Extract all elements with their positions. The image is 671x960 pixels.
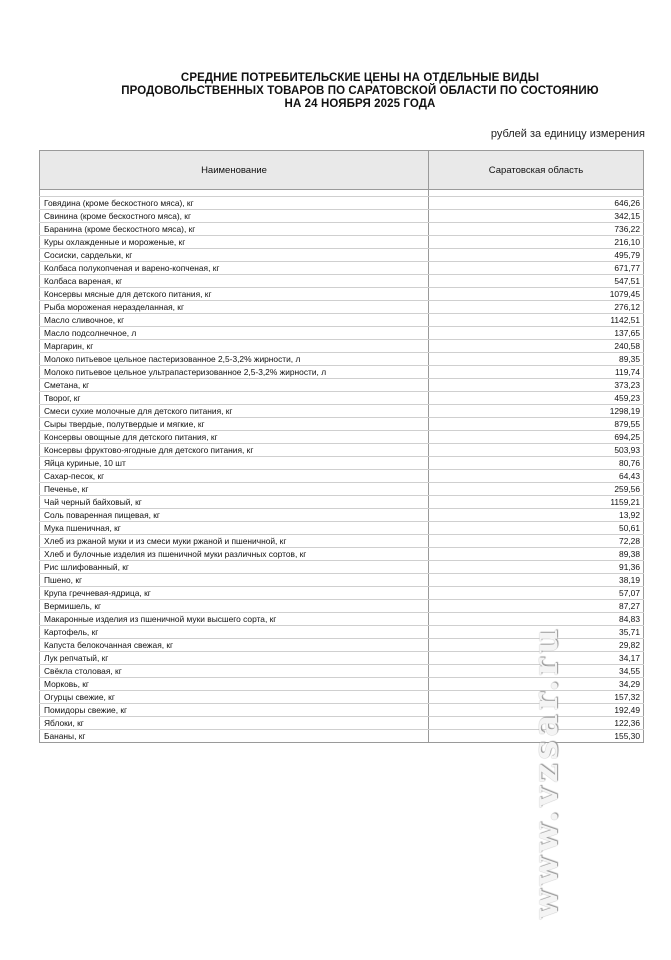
price-cell: 1298,19 <box>429 405 644 418</box>
price-cell: 1079,45 <box>429 288 644 301</box>
price-cell: 122,36 <box>429 717 644 730</box>
table-row <box>40 418 644 431</box>
table-row <box>40 483 644 496</box>
price-cell: 646,26 <box>429 197 644 210</box>
price-cell: 13,92 <box>429 509 644 522</box>
product-name-cell: Рис шлифованный, кг <box>40 561 429 574</box>
table-row <box>40 236 644 249</box>
price-cell: 91,36 <box>429 561 644 574</box>
price-cell: 155,30 <box>429 730 644 743</box>
price-cell: 84,83 <box>429 613 644 626</box>
product-name-cell: Колбаса полукопченая и варено-копченая, кг <box>40 262 429 275</box>
product-name-cell: Пшено, кг <box>40 574 429 587</box>
table-row <box>40 522 644 535</box>
price-cell: 57,07 <box>429 587 644 600</box>
product-name-cell: Консервы мясные для детского питания, кг <box>40 288 429 301</box>
table-row <box>40 197 644 210</box>
product-name-cell: Говядина (кроме бескостного мяса), кг <box>40 197 429 210</box>
table-row <box>40 548 644 561</box>
product-name-cell: Маргарин, кг <box>40 340 429 353</box>
unit-note: рублей за единицу измерения <box>490 128 645 140</box>
table-row <box>40 262 644 275</box>
price-cell: 495,79 <box>429 249 644 262</box>
table-spacer-row <box>40 190 644 197</box>
price-cell: 373,23 <box>429 379 644 392</box>
table-row <box>40 210 644 223</box>
price-cell: 276,12 <box>429 301 644 314</box>
price-cell: 50,61 <box>429 522 644 535</box>
price-cell: 240,58 <box>429 340 644 353</box>
product-name-cell: Молоко питьевое цельное пастеризованное 2,5-3,2% жирности, л <box>40 353 429 366</box>
product-name-cell: Сахар-песок, кг <box>40 470 429 483</box>
price-cell: 72,28 <box>429 535 644 548</box>
product-name-cell: Свёкла столовая, кг <box>40 665 429 678</box>
table-row <box>40 288 644 301</box>
table-row <box>40 327 644 340</box>
product-name-cell: Печенье, кг <box>40 483 429 496</box>
column-header-region: Саратовская область <box>429 151 644 190</box>
product-name-cell: Капуста белокочанная свежая, кг <box>40 639 429 652</box>
price-cell: 89,38 <box>429 548 644 561</box>
table-row <box>40 379 644 392</box>
price-cell: 119,74 <box>429 366 644 379</box>
price-cell: 547,51 <box>429 275 644 288</box>
table-header-row <box>40 151 644 190</box>
table-row <box>40 249 644 262</box>
price-cell: 342,15 <box>429 210 644 223</box>
price-cell: 694,25 <box>429 431 644 444</box>
product-name-cell: Куры охлажденные и мороженые, кг <box>40 236 429 249</box>
price-cell: 157,32 <box>429 691 644 704</box>
product-name-cell: Яблоки, кг <box>40 717 429 730</box>
product-name-cell: Смеси сухие молочные для детского питания, кг <box>40 405 429 418</box>
product-name-cell: Макаронные изделия из пшеничной муки высшего сорта, кг <box>40 613 429 626</box>
product-name-cell: Морковь, кг <box>40 678 429 691</box>
product-name-cell: Лук репчатый, кг <box>40 652 429 665</box>
table-row <box>40 444 644 457</box>
table-row <box>40 223 644 236</box>
table-row <box>40 587 644 600</box>
product-name-cell: Вермишель, кг <box>40 600 429 613</box>
product-name-cell: Сметана, кг <box>40 379 429 392</box>
product-name-cell: Масло сливочное, кг <box>40 314 429 327</box>
price-cell: 879,55 <box>429 418 644 431</box>
table-row <box>40 457 644 470</box>
table-row <box>40 405 644 418</box>
product-name-cell: Яйца куриные, 10 шт <box>40 457 429 470</box>
price-cell: 137,65 <box>429 327 644 340</box>
price-cell: 1159,21 <box>429 496 644 509</box>
price-cell: 80,76 <box>429 457 644 470</box>
table-row <box>40 431 644 444</box>
price-cell: 34,29 <box>429 678 644 691</box>
table-row <box>40 366 644 379</box>
title-line-1: СРЕДНИЕ ПОТРЕБИТЕЛЬСКИЕ ЦЕНЫ НА ОТДЕЛЬНЫЕ ВИДЫ <box>180 72 540 84</box>
price-cell: 503,93 <box>429 444 644 457</box>
price-cell: 34,55 <box>429 665 644 678</box>
table-row <box>40 574 644 587</box>
price-cell: 216,10 <box>429 236 644 249</box>
price-cell: 29,82 <box>429 639 644 652</box>
table-row <box>40 314 644 327</box>
product-name-cell: Картофель, кг <box>40 626 429 639</box>
price-cell: 89,35 <box>429 353 644 366</box>
table-row <box>40 392 644 405</box>
product-name-cell: Сосиски, сардельки, кг <box>40 249 429 262</box>
table-row <box>40 340 644 353</box>
price-cell: 671,77 <box>429 262 644 275</box>
price-cell: 259,56 <box>429 483 644 496</box>
product-name-cell: Рыба мороженая неразделанная, кг <box>40 301 429 314</box>
table-row <box>40 496 644 509</box>
product-name-cell: Хлеб и булочные изделия из пшеничной муки различных сортов, кг <box>40 548 429 561</box>
table-row <box>40 275 644 288</box>
table-row <box>40 561 644 574</box>
product-name-cell: Помидоры свежие, кг <box>40 704 429 717</box>
product-name-cell: Крупа гречневая-ядрица, кг <box>40 587 429 600</box>
product-name-cell: Свинина (кроме бескостного мяса), кг <box>40 210 429 223</box>
table-row <box>40 509 644 522</box>
price-cell: 35,71 <box>429 626 644 639</box>
price-cell: 38,19 <box>429 574 644 587</box>
title-line-3: НА 24 НОЯБРЯ 2025 ГОДА <box>284 98 436 110</box>
table-row <box>40 470 644 483</box>
table-row <box>40 301 644 314</box>
table-row <box>40 353 644 366</box>
product-name-cell: Бананы, кг <box>40 730 429 743</box>
product-name-cell: Колбаса вареная, кг <box>40 275 429 288</box>
product-name-cell: Баранина (кроме бескостного мяса), кг <box>40 223 429 236</box>
column-header-name: Наименование <box>40 151 429 190</box>
price-cell: 64,43 <box>429 470 644 483</box>
title-line-2: ПРОДОВОЛЬСТВЕННЫХ ТОВАРОВ ПО САРАТОВСКОЙ ОБЛАСТИ ПО СОСТОЯНИЮ <box>121 85 599 97</box>
product-name-cell: Соль поваренная пищевая, кг <box>40 509 429 522</box>
product-name-cell: Творог, кг <box>40 392 429 405</box>
watermark: www.vzsar.ru <box>526 625 566 919</box>
product-name-cell: Чай черный байховый, кг <box>40 496 429 509</box>
product-name-cell: Консервы фруктово-ягодные для детского питания, кг <box>40 444 429 457</box>
table-row <box>40 535 644 548</box>
product-name-cell: Хлеб из ржаной муки и из смеси муки ржаной и пшеничной, кг <box>40 535 429 548</box>
price-cell: 192,49 <box>429 704 644 717</box>
product-name-cell: Сыры твердые, полутвердые и мягкие, кг <box>40 418 429 431</box>
price-cell: 736,22 <box>429 223 644 236</box>
price-cell: 459,23 <box>429 392 644 405</box>
price-cell: 1142,51 <box>429 314 644 327</box>
product-name-cell: Консервы овощные для детского питания, кг <box>40 431 429 444</box>
page-title <box>40 72 671 111</box>
price-cell: 87,27 <box>429 600 644 613</box>
price-cell: 34,17 <box>429 652 644 665</box>
product-name-cell: Молоко питьевое цельное ультрапастеризованное 2,5-3,2% жирности, л <box>40 366 429 379</box>
product-name-cell: Масло подсолнечное, л <box>40 327 429 340</box>
product-name-cell: Мука пшеничная, кг <box>40 522 429 535</box>
product-name-cell: Огурцы свежие, кг <box>40 691 429 704</box>
